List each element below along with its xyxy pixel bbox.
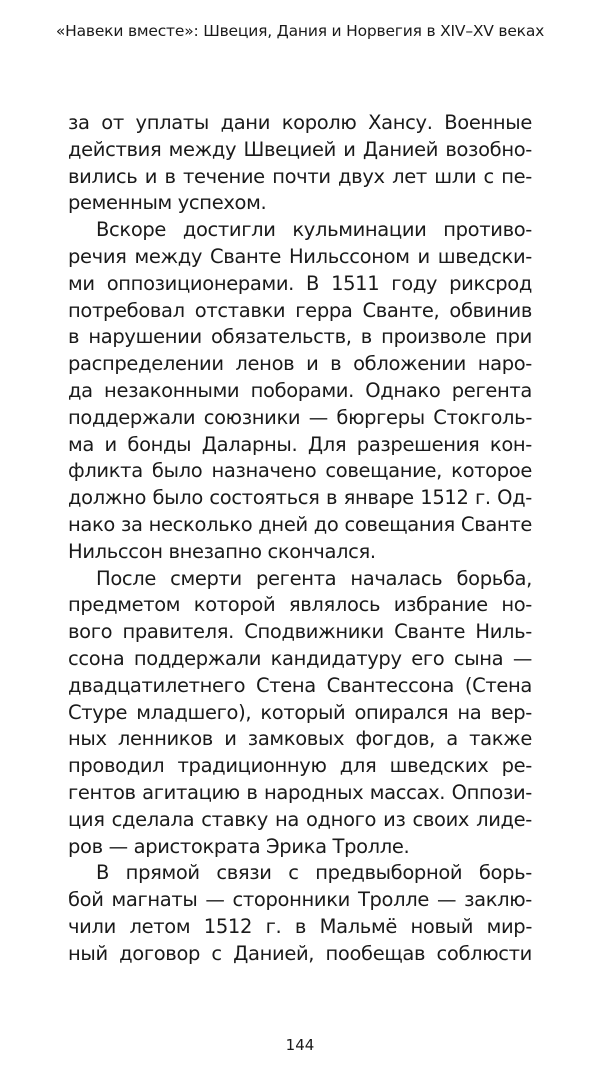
text-line: двадцатилетнего Стена Свантессона (Стена — [68, 673, 532, 697]
text-line: вого правителя. Сподвижники Сванте Ниль- — [68, 620, 532, 644]
text-line: распределении ленов и в обложении наро- — [68, 352, 532, 376]
text-line: за от уплаты дани королю Хансу. Военные — [68, 111, 532, 134]
text-line: бой магнаты — сторонники Тролле — заклю- — [68, 888, 532, 912]
text-line: ных ленников и замковых фогдов, а также — [68, 727, 532, 751]
text-line: ров — аристократа Эрика Тролле. — [68, 834, 410, 858]
page-number: 144 — [285, 1036, 315, 1054]
text-line: Нильссон внезапно скончался. — [68, 539, 376, 563]
text-line: вились и в течение почти двух лет шли с пе- — [68, 164, 532, 188]
text-line: в нарушении обязательств, в произволе при — [68, 325, 532, 349]
text-line: поддержали союзники — бюргеры Стокголь- — [68, 405, 532, 429]
running-header: «Навеки вместе»: Швеция, Дания и Норвегия в XIV–XV веках — [55, 22, 545, 40]
text-line: ссона поддержали кандидатуру его сына — — [68, 646, 532, 670]
text-line: ма и бонды Даларны. Для разрешения кон- — [68, 432, 532, 456]
text-line: речия между Сванте Нильссоном и шведски- — [68, 244, 532, 268]
body-text — [68, 110, 532, 968]
text-line: ный договор с Данией, пообещав соблюсти — [68, 941, 532, 965]
text-line: фликта было назначено совещание, которое — [68, 459, 532, 483]
text-line: должно было состояться в январе 1512 г. Од- — [68, 486, 532, 510]
text-line: да незаконными поборами. Однако регента — [68, 378, 532, 402]
text-line: ми оппозиционерами. В 1511 году риксрод — [68, 271, 532, 295]
text-line: Вскоре достигли кульминации противо- — [96, 218, 532, 242]
text-line: ция сделала ставку на одного из своих лиде- — [68, 807, 532, 831]
text-line: потребовал отставки герра Сванте, обвинив — [68, 298, 532, 322]
text-line: предметом которой являлось избрание но- — [68, 593, 532, 617]
text-line: Стуре младшего), который опирался на вер- — [68, 700, 532, 724]
text-line: действия между Швецией и Данией возобно- — [68, 137, 532, 161]
text-line: проводил традиционную для шведских ре- — [68, 754, 532, 778]
text-line: После смерти регента началась борьба, — [96, 566, 532, 590]
text-line: нако за несколько дней до совещания Сванте — [68, 512, 532, 536]
text-line: ременным успехом. — [68, 191, 267, 215]
text-line: В прямой связи с предвыборной борь- — [96, 861, 532, 885]
text-line: гентов агитацию в народных массах. Оппози- — [68, 780, 532, 804]
text-line: чили летом 1512 г. в Мальмё новый мир- — [68, 914, 532, 938]
